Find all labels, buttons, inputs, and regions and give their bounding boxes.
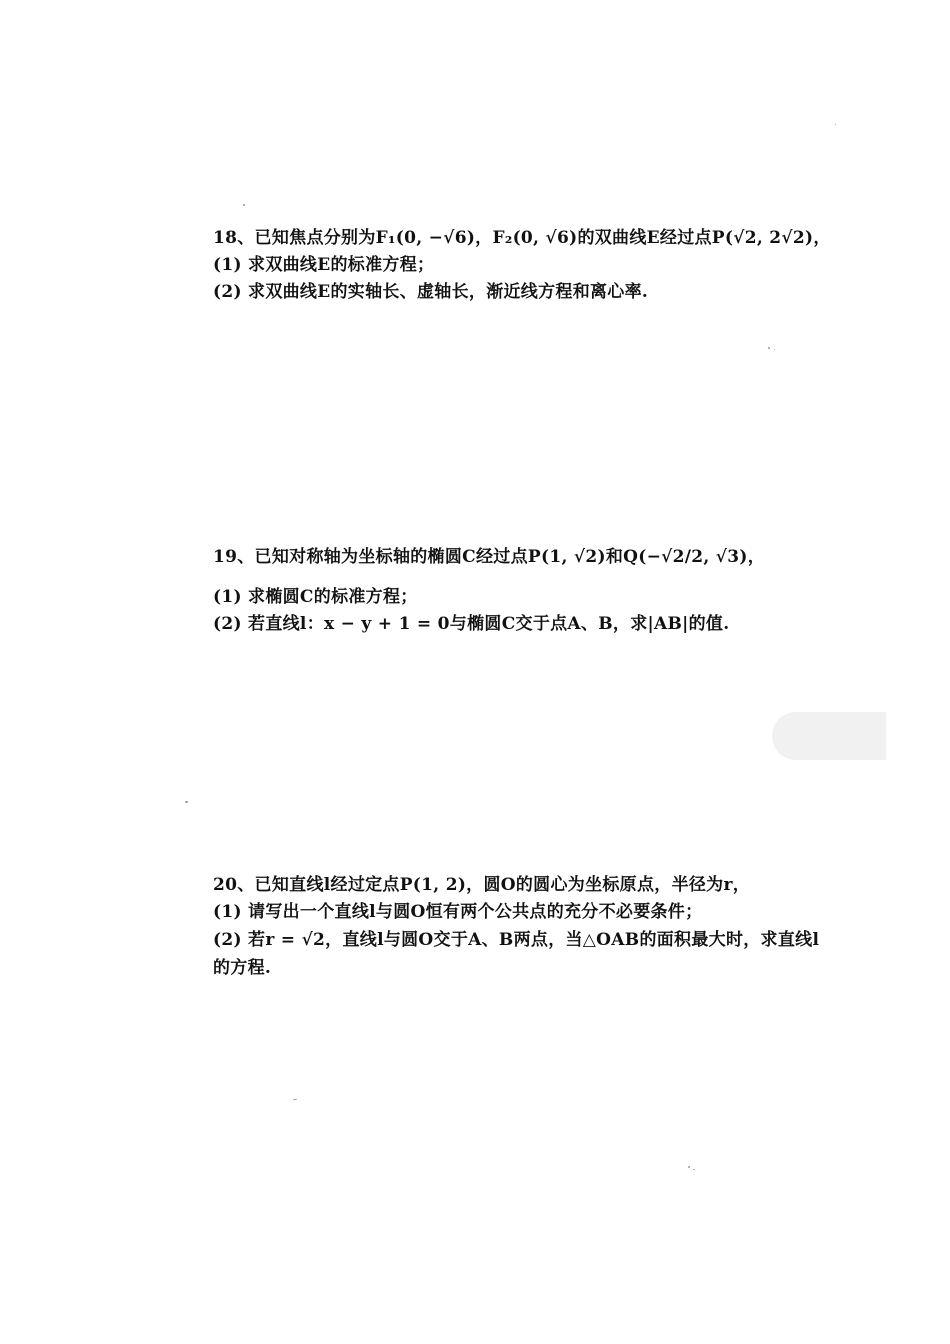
- scan-artifact-tab: [772, 712, 886, 760]
- problem-18-part-1: (1) 求双曲线E的标准方程；: [213, 255, 435, 275]
- problem-19-stem: 19、已知对称轴为坐标轴的椭圆C经过点P(1, √2)和Q(−√2/2, √3)，: [213, 547, 766, 567]
- problem-18-stem: 18、已知焦点分别为F₁(0, −√6)，F₂(0, √6)的双曲线E经过点P(√2, 2√2)，: [213, 228, 831, 248]
- scan-speck: [774, 349, 775, 350]
- scan-speck: [835, 124, 836, 125]
- problem-18: [213, 225, 853, 306]
- scan-speck: [768, 347, 770, 349]
- problem-20-part-2: (2) 若r = √2，直线l与圆O交于A、B两点，当△OAB的面积最大时，求直线l的方程.: [213, 930, 820, 978]
- scan-speck: [293, 1099, 297, 1100]
- problem-19: [213, 540, 853, 638]
- scan-speck: [243, 204, 245, 206]
- problem-19-part-2: (2) 若直线l：x − y + 1 = 0与椭圆C交于点A、B，求|AB|的值.: [213, 614, 730, 634]
- scan-speck: [688, 1166, 690, 1168]
- problem-20-stem: 20、已知直线l经过定点P(1, 2)，圆O的圆心为坐标原点，半径为r，: [213, 875, 751, 895]
- problem-19-part-1: (1) 求椭圆C的标准方程；: [213, 587, 418, 607]
- problem-20: [213, 872, 853, 982]
- problem-18-part-2: (2) 求双曲线E的实轴长、虚轴长，渐近线方程和离心率.: [213, 282, 649, 302]
- problem-20-part-1: (1) 请写出一个直线l与圆O恒有两个公共点的充分不必要条件；: [213, 902, 703, 922]
- scan-speck: [693, 1169, 695, 1170]
- scan-speck: [185, 801, 188, 803]
